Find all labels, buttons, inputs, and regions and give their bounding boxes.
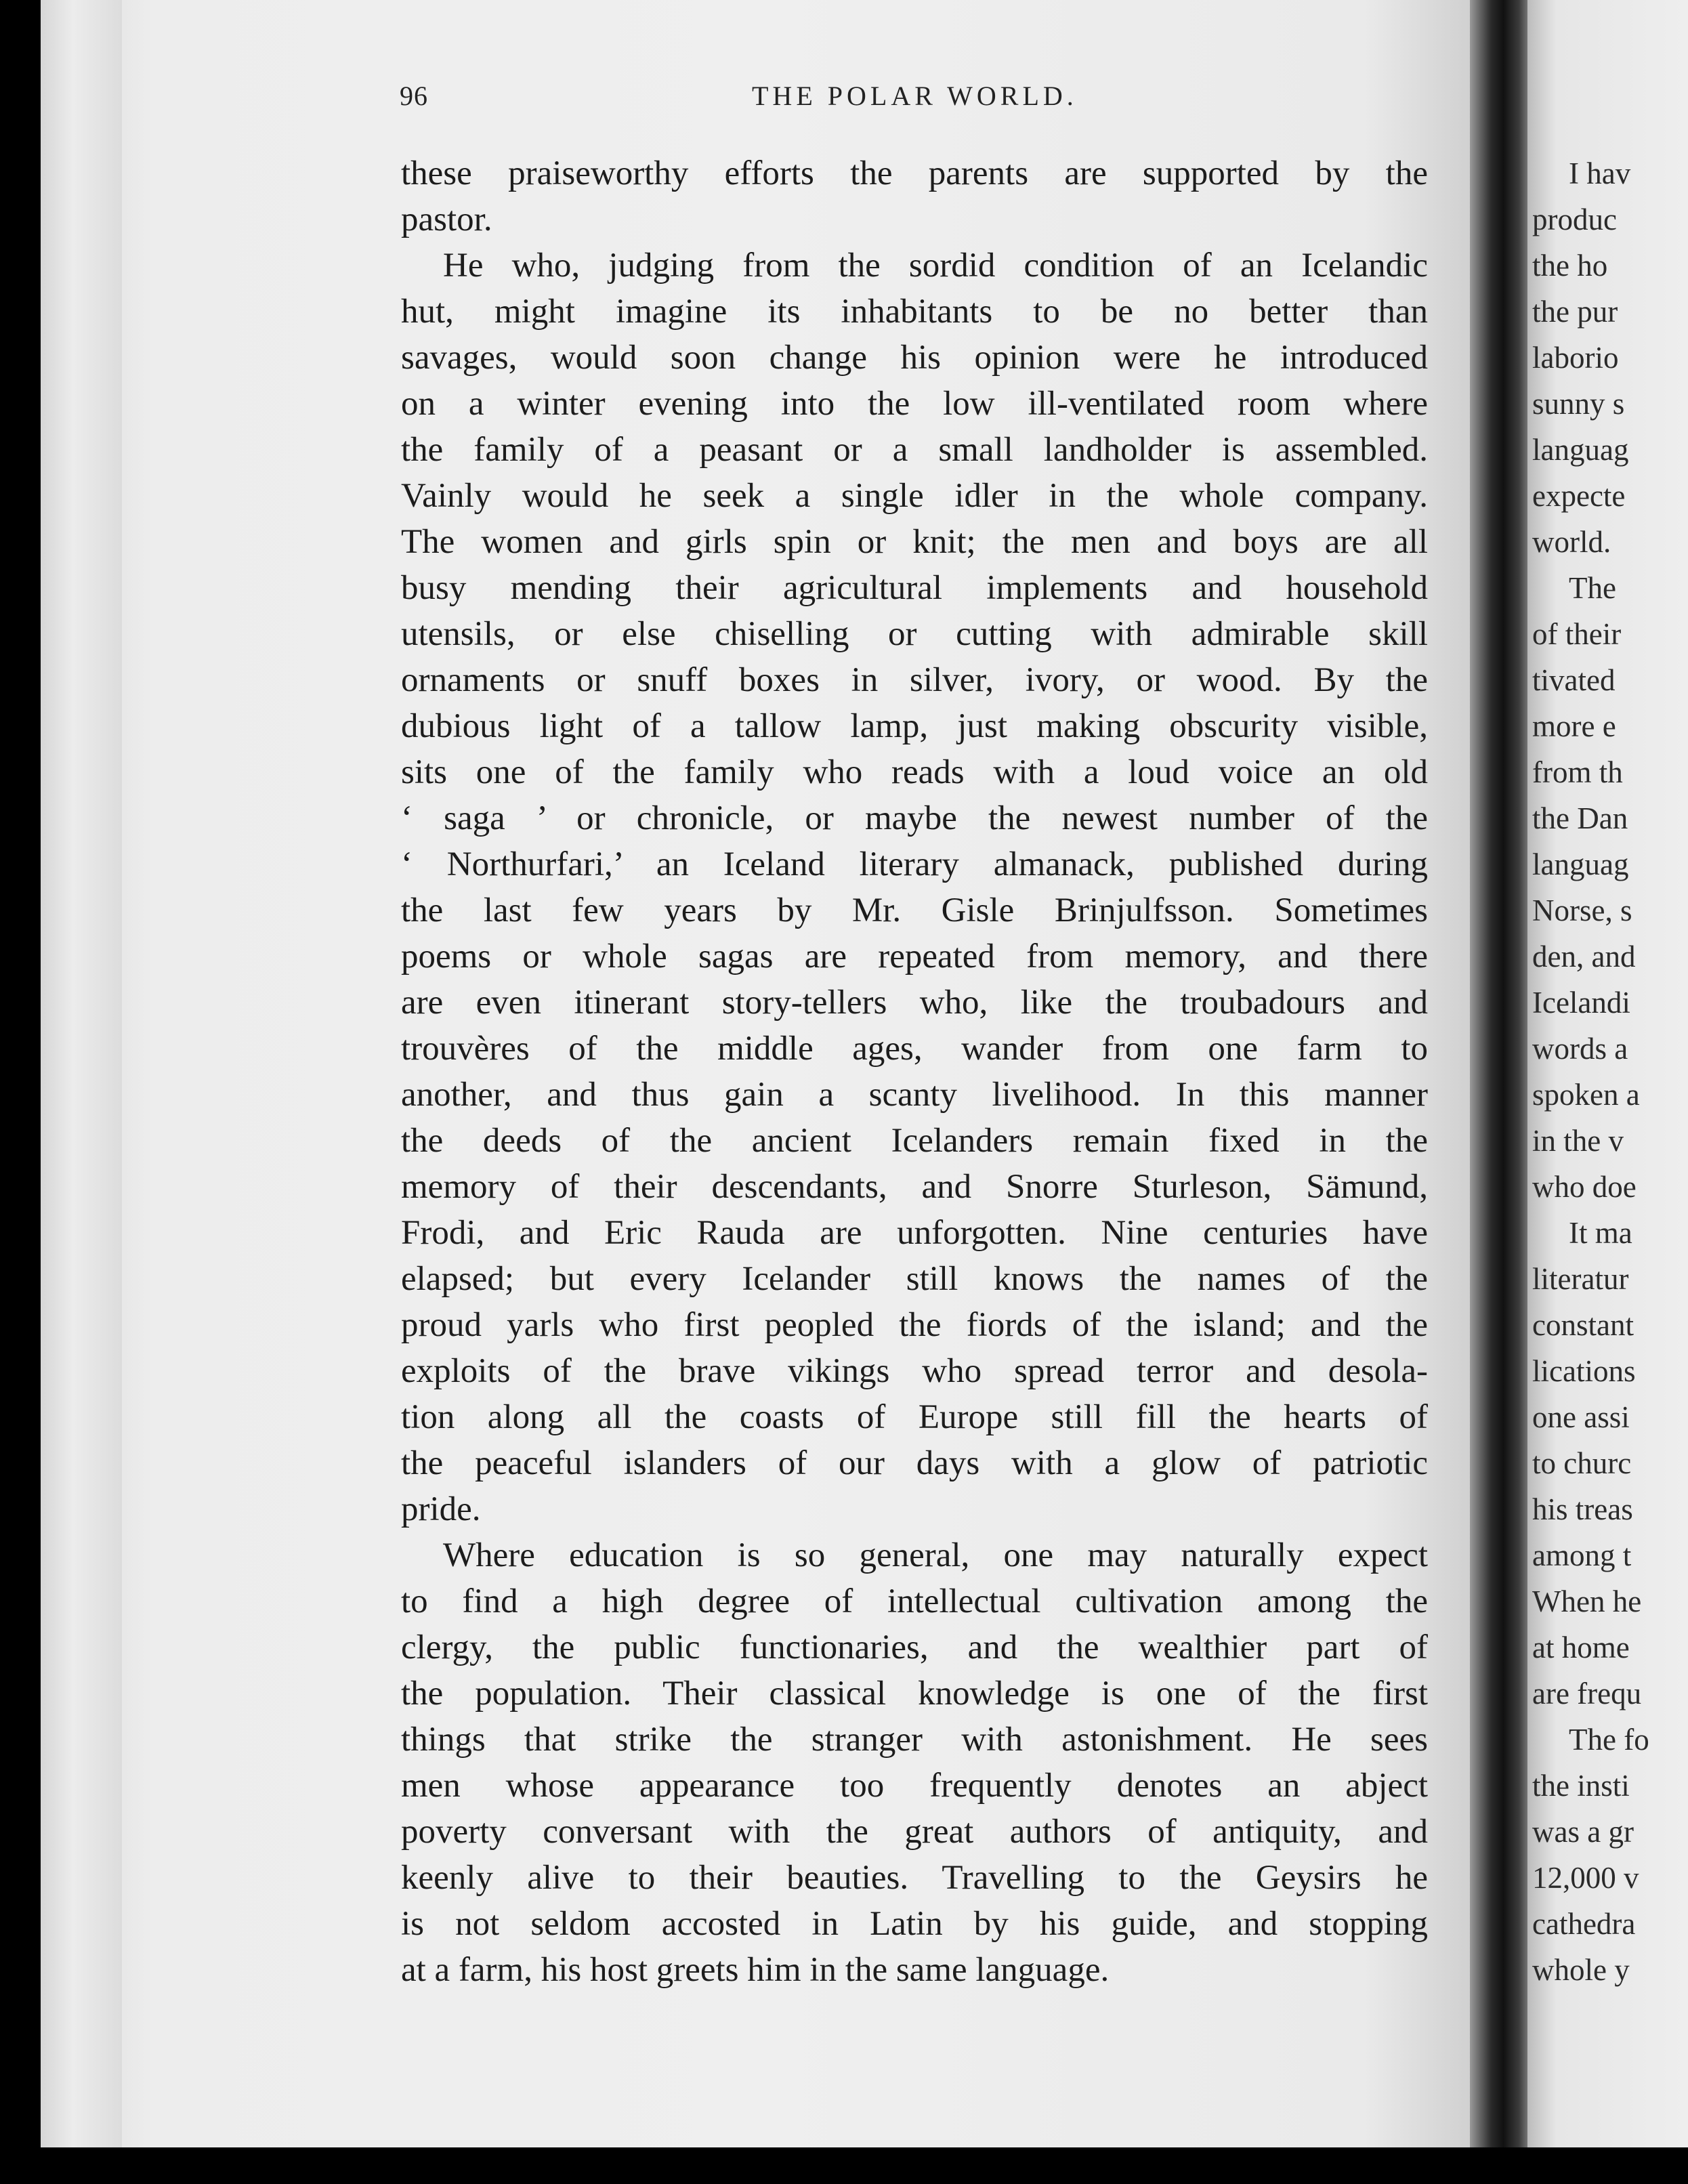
text-fragment: among t: [1532, 1538, 1632, 1572]
text-line: the deeds of the ancient Icelanders remain fixed in the: [401, 1122, 1428, 1160]
text-line: elapsed; but every Icelander still knows the names of the: [401, 1260, 1428, 1298]
right-page-text: [1532, 150, 1688, 1993]
text-line: busy mending their agricultural implements and household: [401, 569, 1428, 607]
text-fragment: his treas: [1532, 1492, 1633, 1526]
page-stack-edge: [41, 0, 122, 2184]
text-line: utensils, or else chiselling or cutting with admirable skill: [401, 615, 1428, 653]
text-fragment: literatur: [1532, 1262, 1629, 1296]
text-line: these praiseworthy efforts the parents are supported by the: [401, 154, 1428, 192]
text-line: the family of a peasant or a small landholder is assembled.: [401, 431, 1428, 469]
running-title: THE POLAR WORLD.: [752, 81, 1078, 111]
text-fragment: the Dan: [1532, 801, 1628, 835]
text-line: dubious light of a tallow lamp, just making obscurity visible,: [401, 707, 1428, 745]
text-line: pastor.: [401, 201, 492, 238]
text-line: trouvères of the middle ages, wander from one farm to: [401, 1030, 1428, 1068]
text-line: is not seldom accosted in Latin by his guide, and stopping: [401, 1905, 1428, 1943]
text-fragment: from th: [1532, 755, 1623, 789]
text-line: ‘ Northurfari,’ an Iceland literary almanack, published during: [401, 845, 1428, 883]
text-line: things that strike the stranger with astonishment. He sees: [401, 1721, 1428, 1759]
text-fragment: sunny s: [1532, 387, 1625, 421]
text-fragment: expecte: [1532, 479, 1626, 513]
text-line: another, and thus gain a scanty livelihood. In this manner: [401, 1076, 1428, 1114]
text-fragment: It ma: [1569, 1216, 1632, 1250]
text-line: clergy, the public functionaries, and the wealthier part of: [401, 1629, 1428, 1666]
text-line: sits one of the family who reads with a loud voice an old: [401, 753, 1428, 791]
text-line: ‘ saga ’ or chronicle, or maybe the newest number of the: [401, 799, 1428, 837]
text-fragment: Icelandi: [1532, 986, 1630, 1020]
text-fragment: produc: [1532, 203, 1617, 236]
text-line: keenly alive to their beauties. Travelling to the Geysirs he: [401, 1859, 1428, 1897]
text-fragment: cathedra: [1532, 1907, 1636, 1941]
scan-bottom-border: [0, 2147, 1688, 2184]
text-fragment: at home: [1532, 1631, 1630, 1664]
book-gutter: [1470, 0, 1531, 2184]
text-fragment: the pur: [1532, 295, 1618, 329]
text-fragment: the insti: [1532, 1769, 1630, 1803]
text-line: He who, judging from the sordid condition of an Icelandic: [443, 247, 1428, 285]
text-line: on a winter evening into the low ill-ventilated room where: [401, 385, 1428, 423]
text-line: Where education is so general, one may naturally expect: [443, 1536, 1428, 1574]
text-line: pride.: [401, 1490, 481, 1528]
text-fragment: are frequ: [1532, 1677, 1642, 1710]
text-fragment: When he: [1532, 1584, 1642, 1618]
text-line: poems or whole sagas are repeated from memory, and there: [401, 938, 1428, 975]
text-fragment: more e: [1532, 709, 1616, 743]
text-fragment: Norse, s: [1532, 894, 1632, 927]
text-line: to find a high degree of intellectual cultivation among the: [401, 1582, 1428, 1620]
text-fragment: constant: [1532, 1308, 1634, 1342]
text-fragment: The fo: [1569, 1723, 1649, 1757]
text-line: the population. Their classical knowledge is one of the first: [401, 1675, 1428, 1713]
text-fragment: of their: [1532, 617, 1622, 651]
text-fragment: languag: [1532, 433, 1629, 467]
text-line: The women and girls spin or knit; the men and boys are all: [401, 523, 1428, 561]
page-number: 96: [400, 81, 428, 111]
text-line: Vainly would he seek a single idler in the whole company.: [401, 477, 1428, 515]
text-line: at a farm, his host greets him in the same language.: [401, 1951, 1110, 1989]
text-line: savages, would soon change his opinion were he introduced: [401, 339, 1428, 377]
text-line: proud yarls who first peopled the fiords of the island; and the: [401, 1306, 1428, 1344]
text-fragment: The: [1569, 571, 1616, 605]
text-fragment: one assi: [1532, 1400, 1630, 1434]
text-fragment: spoken a: [1532, 1078, 1640, 1112]
text-fragment: languag: [1532, 847, 1629, 881]
text-fragment: tivated: [1532, 663, 1616, 697]
text-fragment: whole y: [1532, 1953, 1630, 1987]
text-fragment: words a: [1532, 1032, 1628, 1066]
text-fragment: in the v: [1532, 1124, 1624, 1158]
text-fragment: world.: [1532, 525, 1611, 559]
text-fragment: laborio: [1532, 341, 1619, 375]
text-line: the last few years by Mr. Gisle Brinjulfsson. Sometimes: [401, 891, 1428, 929]
text-fragment: to churc: [1532, 1446, 1632, 1480]
text-fragment: who doe: [1532, 1170, 1637, 1204]
running-head: [400, 80, 1429, 121]
text-line: tion along all the coasts of Europe still fill the hearts of: [401, 1398, 1428, 1436]
text-line: poverty conversant with the great authors of antiquity, and: [401, 1813, 1428, 1851]
text-line: memory of their descendants, and Snorre Sturleson, Sämund,: [401, 1168, 1428, 1206]
text-line: the peaceful islanders of our days with a glow of patriotic: [401, 1444, 1428, 1482]
text-line: ornaments or snuff boxes in silver, ivory, or wood. By the: [401, 661, 1428, 699]
left-page-text: [401, 150, 1428, 1993]
text-line: hut, might imagine its inhabitants to be no better than: [401, 293, 1428, 331]
text-line: are even itinerant story-tellers who, like the troubadours and: [401, 984, 1428, 1022]
text-fragment: the ho: [1532, 249, 1608, 282]
text-fragment: lications: [1532, 1354, 1636, 1388]
text-line: men whose appearance too frequently denotes an abject: [401, 1767, 1428, 1805]
text-fragment: I hav: [1569, 156, 1631, 190]
text-line: exploits of the brave vikings who spread terror and desola-: [401, 1352, 1428, 1390]
text-fragment: den, and: [1532, 940, 1636, 973]
text-fragment: 12,000 v: [1532, 1861, 1639, 1895]
text-fragment: was a gr: [1532, 1815, 1634, 1849]
text-line: Frodi, and Eric Rauda are unforgotten. Nine centuries have: [401, 1214, 1428, 1252]
